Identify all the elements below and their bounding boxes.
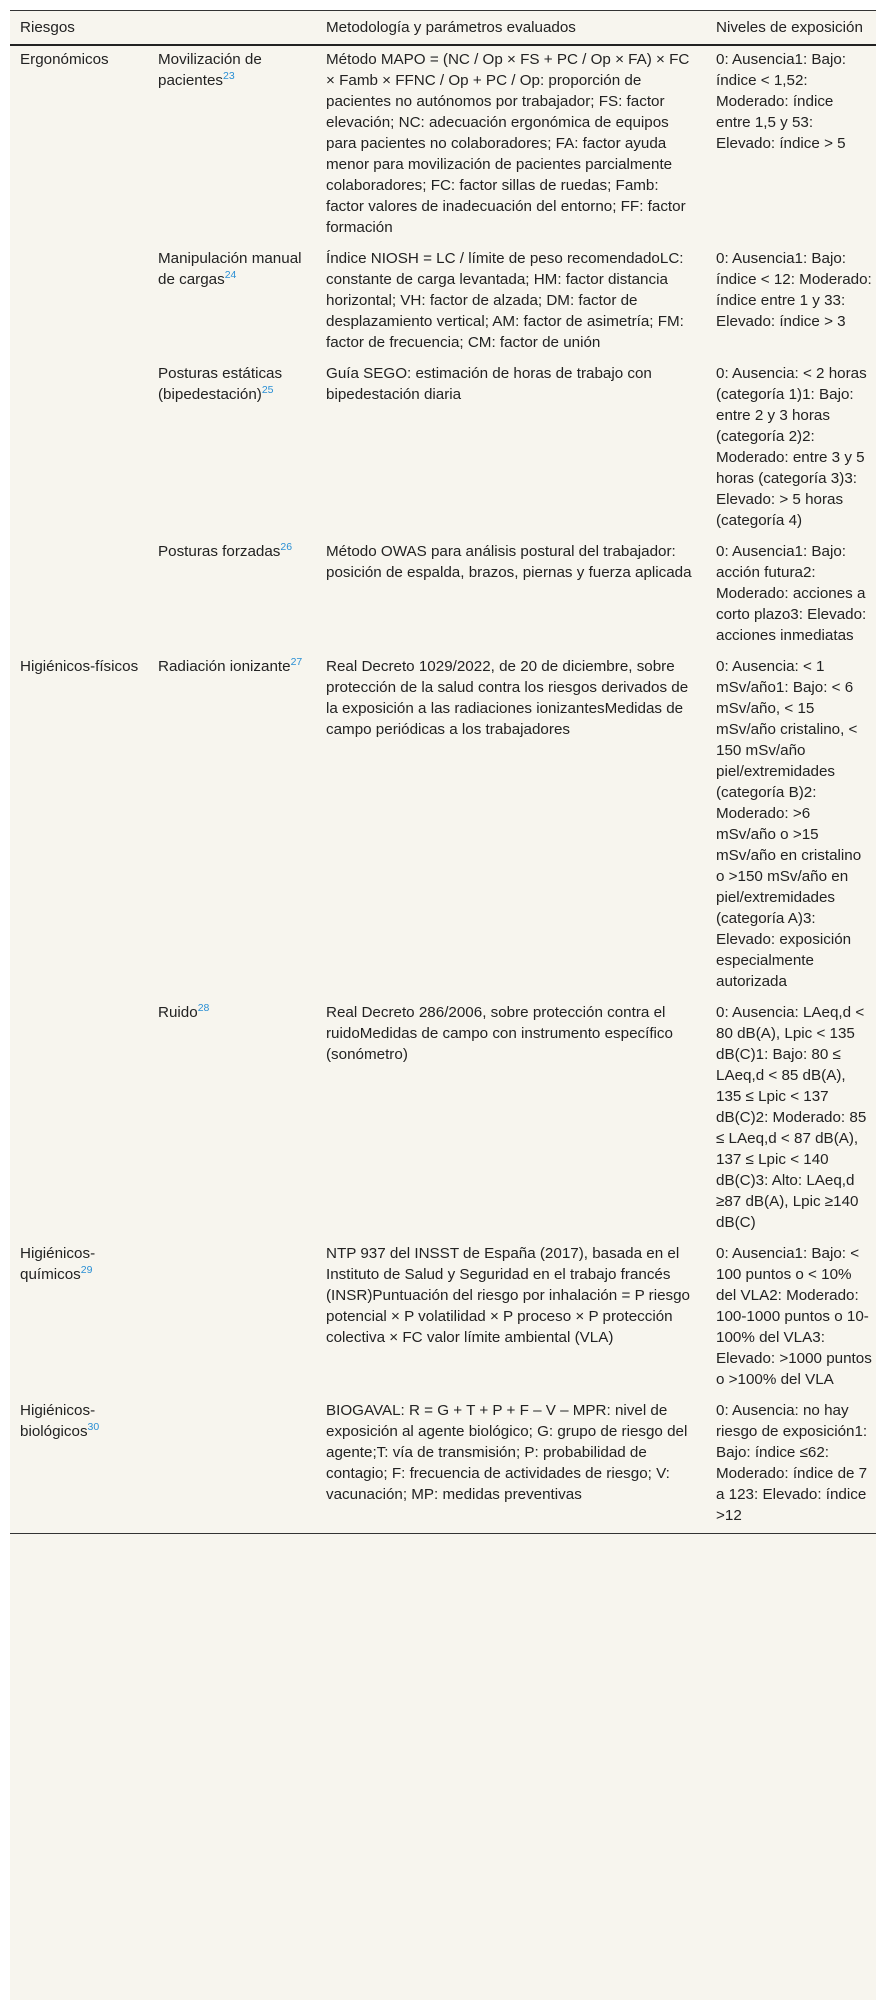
risk-cell: Higiénicos-biológicos$^{30}$ (10, 1397, 148, 1534)
reference-superscript: 25 (261, 383, 274, 396)
reference-superscript: 26 (280, 540, 293, 553)
levels-cell: 0: Ausencia: LAeq,d < 80 dB(A), Lpic < 135 dB(C)1: Bajo: 80 ≤ LAeq,d < 85 dB(A), 135 ≤ Lpic < 137 dB(C)2: Moderado: 85 ≤ LAeq,d < 87 dB(A), 137 ≤ Lpic < 140 dB(C)3: Alto: LAeq,d ≥87 dB(A), Lpic ≥140 dB(C) (716, 1004, 867, 1231)
table-header-row (10, 11, 876, 46)
subtype-cell: Ruido$^{28}$ (158, 1001, 210, 1021)
table-row (10, 360, 876, 538)
levels-cell: 0: Ausencia1: Bajo: índice < 12: Moderado: índice entre 1 y 33: Elevado: índice > 3 (716, 250, 872, 330)
method-cell: BIOGAVAL: R = G + T + P + F – V – MPR: nivel de exposición al agente biológico; G: grupo de riesgo del agente;T: vía de transmisión; P: probabilidad de contagio; F: frecuencia de actividades de riesgo; V: vacunación; MP: medidas preventivas (316, 1397, 706, 1534)
table-row (10, 1397, 876, 1534)
method-cell: Método OWAS para análisis postural del trabajador: posición de espalda, brazos, piernas y fuerza aplicada (326, 543, 692, 581)
subtype-cell: Radiación ionizante$^{27}$ (158, 655, 303, 675)
table-row (10, 245, 876, 360)
table-row (10, 653, 876, 999)
method-cell: NTP 937 del INSST de España (2017), basada en el Instituto de Salud y Seguridad en el trabajo francés (INSR)Puntuación del riesgo por inhalación = P riesgo potencial × P volatilidad × P proceso × P protección colectiva × FC valor límite ambiental (VLA) (326, 1245, 691, 1346)
risk-cell: Higiénicos-químicos$^{29}$ (20, 1245, 96, 1283)
risk-cell: Ergonómicos (20, 51, 109, 68)
subtype-cell: Manipulación manual de cargas$^{24}$ (158, 250, 302, 288)
header-levels: Niveles de exposición (706, 11, 876, 46)
levels-cell: 0: Ausencia: < 1 mSv/año1: Bajo: < 6 mSv/año, < 15 mSv/año cristalino, < 150 mSv/año piel/extremidades (categoría B)2: Moderado: >6 mSv/año o >15 mSv/año en cristalino o >150 mSv/año en piel/extremidades (categoría A)3: Elevado: exposición especialmente autorizada (716, 658, 862, 990)
table-row (10, 45, 876, 245)
levels-cell: 0: Ausencia: < 2 horas (categoría 1)1: Bajo: entre 2 y 3 horas (categoría 2)2: Moderado: entre 3 y 5 horas (categoría 3)3: Elevado: > 5 horas (categoría 4) (716, 365, 867, 529)
risk-cell (10, 999, 148, 1240)
reference-superscript: 27 (290, 655, 303, 668)
header-subtype (148, 11, 316, 46)
method-cell: Real Decreto 1029/2022, de 20 de diciembre, sobre protección de la salud contra los riesgos derivados de la exposición a las radiaciones ionizantesMedidas de campo periódicas a los trabajadores (326, 658, 689, 738)
reference-superscript: 28 (197, 1001, 210, 1014)
risk-exposure-table (10, 10, 876, 1534)
subtype-cell: Posturas forzadas$^{26}$ (158, 540, 293, 560)
levels-cell: 0: Ausencia1: Bajo: índice < 1,52: Moderado: índice entre 1,5 y 53: Elevado: índice > 5 (716, 51, 847, 152)
reference-superscript: 30 (87, 1420, 100, 1433)
method-cell: Guía SEGO: estimación de horas de trabajo con bipedestación diaria (326, 365, 652, 403)
reference-superscript: 23 (223, 69, 235, 82)
method-cell: Índice NIOSH = LC / límite de peso recomendadoLC: constante de carga levantada; HM: factor distancia horizontal; VH: factor de alzada; DM: factor de desplazamiento vertical; AM: factor de asimetría; FM: factor de frecuencia; CM: factor de unión (326, 250, 684, 351)
risk-cell: Higiénicos-físicos (20, 658, 139, 675)
subtype-cell (148, 1240, 316, 1397)
table-row (10, 1240, 876, 1397)
exposure-table-panel (10, 10, 876, 2000)
method-cell: Método MAPO = (NC / Op × FS + PC / Op × FA) × FC × Famb × FFNC / Op + PC / Op: proporción de pacientes no autónomos por trabajador; FS: factor elevación; NC: adecuación ergonómica de equipos para pacientes no colaboradores; FA: factor ayuda menor para movilización de pacientes parcialmente colaboradores; FC: factor sillas de ruedas; Famb: factor valores de inadecuación del entorno; FF: factor formación (326, 51, 690, 236)
subtype-cell: Movilización de pacientes$^{23}$ (158, 51, 262, 89)
levels-cell: 0: Ausencia: no hay riesgo de exposición1: Bajo: índice ≤62: Moderado: índice de 7 a 123: Elevado: índice >12 (706, 1397, 876, 1534)
table-row (10, 999, 876, 1240)
levels-cell: 0: Ausencia1: Bajo: acción futura2: Moderado: acciones a corto plazo3: Elevado: acciones inmediatas (716, 543, 867, 644)
reference-superscript: 24 (224, 268, 237, 281)
subtype-cell: Posturas estáticas (bipedestación)$^{25}$ (158, 365, 283, 403)
levels-cell: 0: Ausencia1: Bajo: < 100 puntos o < 10% del VLA2: Moderado: 100-1000 puntos o 10-100% del VLA3: Elevado: >1000 puntos o >100% del VLA (716, 1245, 872, 1388)
method-cell: Real Decreto 286/2006, sobre protección contra el ruidoMedidas de campo con instrumento específico (sonómetro) (326, 1004, 673, 1063)
table-row (10, 538, 876, 653)
risk-cell (10, 360, 148, 538)
reference-superscript: 29 (80, 1263, 93, 1276)
subtype-cell (148, 1397, 316, 1534)
risk-cell (10, 245, 148, 360)
header-risk: Riesgos (10, 11, 148, 46)
risk-cell (10, 538, 148, 653)
header-method: Metodología y parámetros evaluados (316, 11, 706, 46)
